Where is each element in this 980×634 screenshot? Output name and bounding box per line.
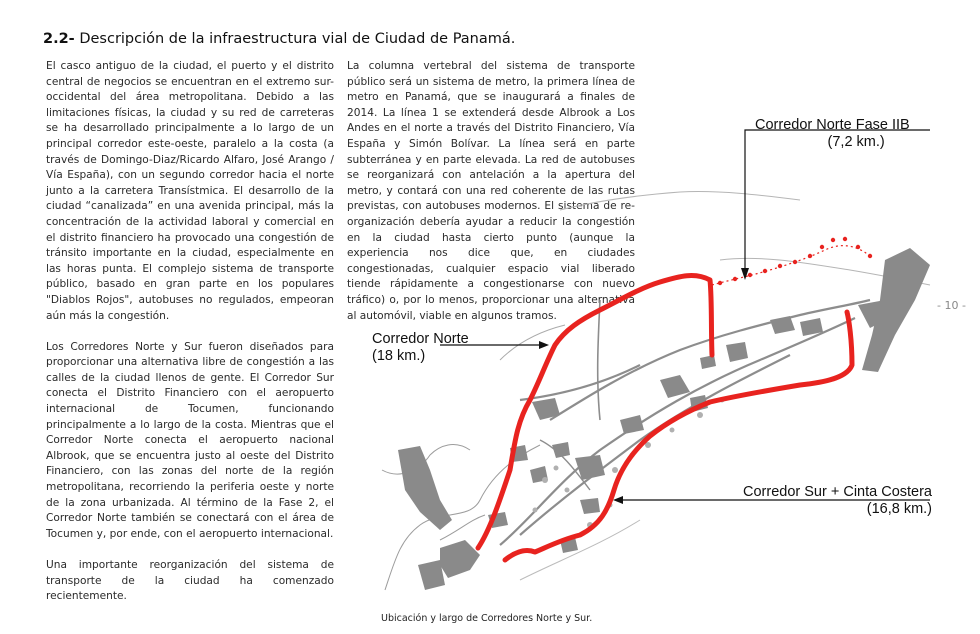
label-corredor-norte-name: Corredor Norte (372, 331, 469, 347)
paragraph: El casco antiguo de la ciudad, el puerto y el distrito central de negocios se encuentran en el extremo sur-occidental del área metropolitana. Debido a las limitaciones físicas, la ciudad y su red de carreteras se ha desarrollado principalmente a lo largo de un principal corredor este-oeste, paralelo a la costa (a través de Domingo-Diaz/Ricardo Alfaro, José Arango / Vía España), con un segundo corredor hacia el norte junto a la carretera Transístmica. El desarrollo de la ciudad “canalizada” en una avenida principal, más la concentración de la actividad laboral y comercial en el distrito financiero ha provocado una congestión de tránsito importante en la ciudad, especialmente en las horas punta. El complejo sistema de transporte público, basado en gran parte en los populares "Diablos Rojos", autobuses no regulados, empeoran aún más la congestión. (46, 60, 334, 322)
section-title: Descripción de la infraestructura vial de Ciudad de Panamá. (74, 31, 516, 47)
label-fase-iib (755, 117, 910, 151)
background-lines (382, 192, 930, 590)
section-number: 2.2- (43, 31, 75, 47)
arrowheads (539, 268, 749, 504)
label-fase-iib-name: Corredor Norte Fase IIB (755, 117, 910, 133)
paragraph: Una importante reorganización del sistema de transporte de la ciudad ha comenzado recientemente. (46, 559, 334, 603)
urban-areas (398, 248, 930, 590)
label-corredor-sur-km: (16,8 km.) (866, 501, 932, 517)
paragraph: Los Corredores Norte y Sur fueron diseñados para proporcionar una alternativa libre de congestión a las calles de la ciudad llenos de gente. El Corredor Sur conecta el Distrito Financiero con el aeropuerto internacional de Tocumen, funcionando principalmente a lo largo de la costa. Mientras que el Corredor Norte conecta el aeropuerto nacional Albrook, que se encuentra justo al oeste del Distrito Financiero, con las zonas del norte de la región metropolitana, recorriendo la periferia oeste y norte de la zona urbanizada. Al término de la Fase 2, el Corredor Norte también se conectará con el área de Tocumen y, por ende, con el aeropuerto internacional. (46, 340, 334, 540)
paragraph: La columna vertebral del sistema de transporte público será un sistema de metro, la primera línea de metro en Panamá, que se inaugurará a finales de 2014. La línea 1 se extenderá desde Albrook a Los Andes en el norte a través del Distrito Financiero, Vía España y Simón Bolívar. La línea será en parte subterránea y en parte elevada. La red de autobuses se reorganizará con antelación a la apertura del metro, y contará con una red coherente de las rutas previstas, con autobuses modernos. El sistema de re-organización debería ayudar a reducir la congestión en la ciudad hasta cierto punto (aunque la experiencia nos dice que, en ciudades congestionadas, cualquier espacio vial liberado tiende rápidamente a congestionarse con nuevo tráfico) o, por lo menos, proporcionar una alternativa al automóvil, viable en algunos tramos. (347, 60, 635, 322)
label-corredor-sur (722, 484, 932, 518)
label-corredor-norte (372, 331, 469, 365)
fase-iib-dots (718, 237, 872, 285)
map-caption: Ubicación y largo de Corredores Norte y Sur. (381, 613, 593, 624)
label-corredor-norte-km: (18 km.) (372, 348, 426, 364)
corredor-sur-line (505, 312, 852, 560)
label-corredor-sur-name: Corredor Sur + Cinta Costera (743, 484, 932, 500)
page-number: - 10 - (937, 299, 966, 312)
label-fase-iib-km: (7,2 km.) (827, 134, 885, 150)
